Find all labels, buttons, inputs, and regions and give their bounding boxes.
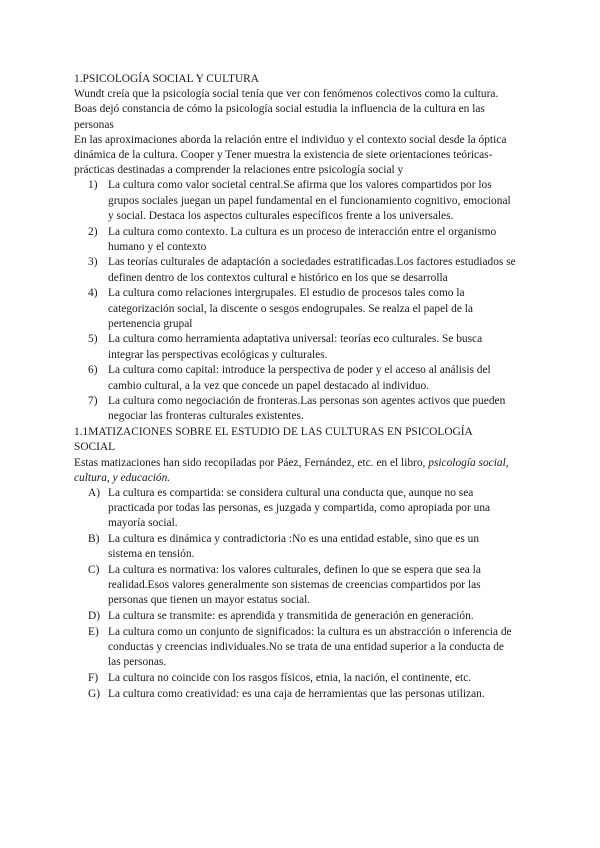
list-item-text: La cultura como relaciones intergrupales. El estudio de procesos tales como la categorización social, la discente o sesgos endogrupales. Se realza el papel de la pertenencia grupal (108, 287, 473, 330)
list-item-text: La cultura se transmite: es aprendida y transmitida de generación en generación. (108, 610, 474, 623)
list-item (74, 225, 516, 255)
subsection-intro (74, 456, 516, 486)
list-item (74, 563, 516, 609)
orientations-paragraph: En las aproximaciones aborda la relación entre el individuo y el contexto social desde la óptica dinámica de la cultura. Cooper y Tener muestra la existencia de siete orientaciones teóricas-prácticas destinadas a comprender la relaciones entre psicología social y (74, 133, 507, 177)
list-item-text: La cultura como creatividad: es una caja de herramientas que las personas utilizan. (108, 687, 485, 700)
list-item-text: La cultura como herramienta adaptativa universal: teorías eco culturales. Se busca integrar las perspectivas ecológicas y culturales. (108, 333, 483, 361)
list-marker: 4) (88, 287, 98, 300)
list-item (74, 332, 516, 362)
list-item (74, 363, 516, 393)
list-marker: E) (88, 625, 99, 638)
list-marker: 3) (88, 256, 98, 269)
list-item-text: La cultura como capital: introduce la perspectiva de poder y el acceso al análisis del cambio cultural, a la vez que concede un papel destacado al individuo. (108, 364, 491, 392)
list-item-text: La cultura no coincide con los rasgos físicos, etnia, la nación, el continente, etc. (108, 671, 472, 684)
list-item-text: La cultura es compartida: se considera cultural una conducta que, aunque no sea practicada por todas las personas, es juzgada y compartida, como apropiada por una mayoría social. (108, 486, 491, 530)
list-item (74, 687, 516, 702)
list-marker: 2) (88, 225, 98, 238)
list-item-text: Las teorías culturales de adaptación a sociedades estratificadas.Los factores estudiados se definen dentro de los contextos cultural e histórico en los que se desarrolla (108, 256, 516, 284)
list-item (74, 609, 516, 624)
list-marker: F) (88, 671, 99, 684)
list-marker: 5) (88, 333, 98, 346)
book-title: psicología social, cultura, y educación. (74, 456, 509, 484)
list-marker: A) (88, 486, 101, 499)
subsection-title: 1.1MATIZACIONES SOBRE EL ESTUDIO DE LAS CULTURAS EN PSICOLOGÍA SOCIAL (74, 426, 473, 454)
nuances-list (74, 486, 516, 702)
list-item (74, 532, 516, 562)
subsection-intro-text: Estas matizaciones han sido recopiladas por Páez, Fernández, etc. en el libro, (74, 456, 429, 469)
list-marker: G) (88, 687, 101, 700)
list-item (74, 286, 516, 332)
list-item (74, 671, 516, 686)
list-marker: 6) (88, 364, 98, 377)
list-item (74, 486, 516, 532)
list-item-text: La cultura como un conjunto de significados: la cultura es un abstracción o inferencia de conductas y creencias individuales.No se trata de una entidad superior a la conducta de las personas. (108, 625, 512, 669)
list-marker: D) (88, 610, 101, 623)
section-title: 1.PSICOLOGÍA SOCIAL Y CULTURA (74, 73, 260, 85)
list-item-text: La cultura como negociación de fronteras.Las personas son agentes activos que pueden negociar las fronteras culturales existentes. (108, 395, 506, 423)
list-item (74, 625, 516, 671)
list-item (74, 255, 516, 285)
list-marker: 1) (88, 179, 98, 192)
list-item (74, 178, 516, 224)
list-item-text: La cultura es dinámica y contradictoria :No es una entidad estable, sino que es un sistema en tensión. (108, 533, 480, 561)
list-item-text: La cultura es normativa: los valores culturales, definen lo que se espera que sea la realidad.Esos valores generalmente son sistemas de creencias compartidos por las personas que tienen un mayor estatus social. (108, 564, 481, 607)
list-marker: B) (88, 533, 100, 546)
list-item-text: La cultura como valor societal central.Se afirma que los valores compartidos por los grupos sociales juegan un papel fundamental en el funcionamiento cognitivo, emocional y social. Destaca los aspectos culturales específicos frente a los universales. (108, 179, 511, 222)
list-item (74, 394, 516, 424)
intro-paragraph: Wundt creía que la psicología social tenía que ver con fenómenos colectivos como la cultura. Boas dejó constancia de cómo la psicología social estudia la influencia de la cultura en las personas (74, 88, 499, 131)
orientations-list (74, 178, 516, 424)
list-marker: C) (88, 564, 100, 576)
list-item-text: La cultura como contexto. La cultura es un proceso de interacción entre el organismo humano y el contexto (108, 225, 497, 253)
list-marker: 7) (88, 395, 98, 408)
